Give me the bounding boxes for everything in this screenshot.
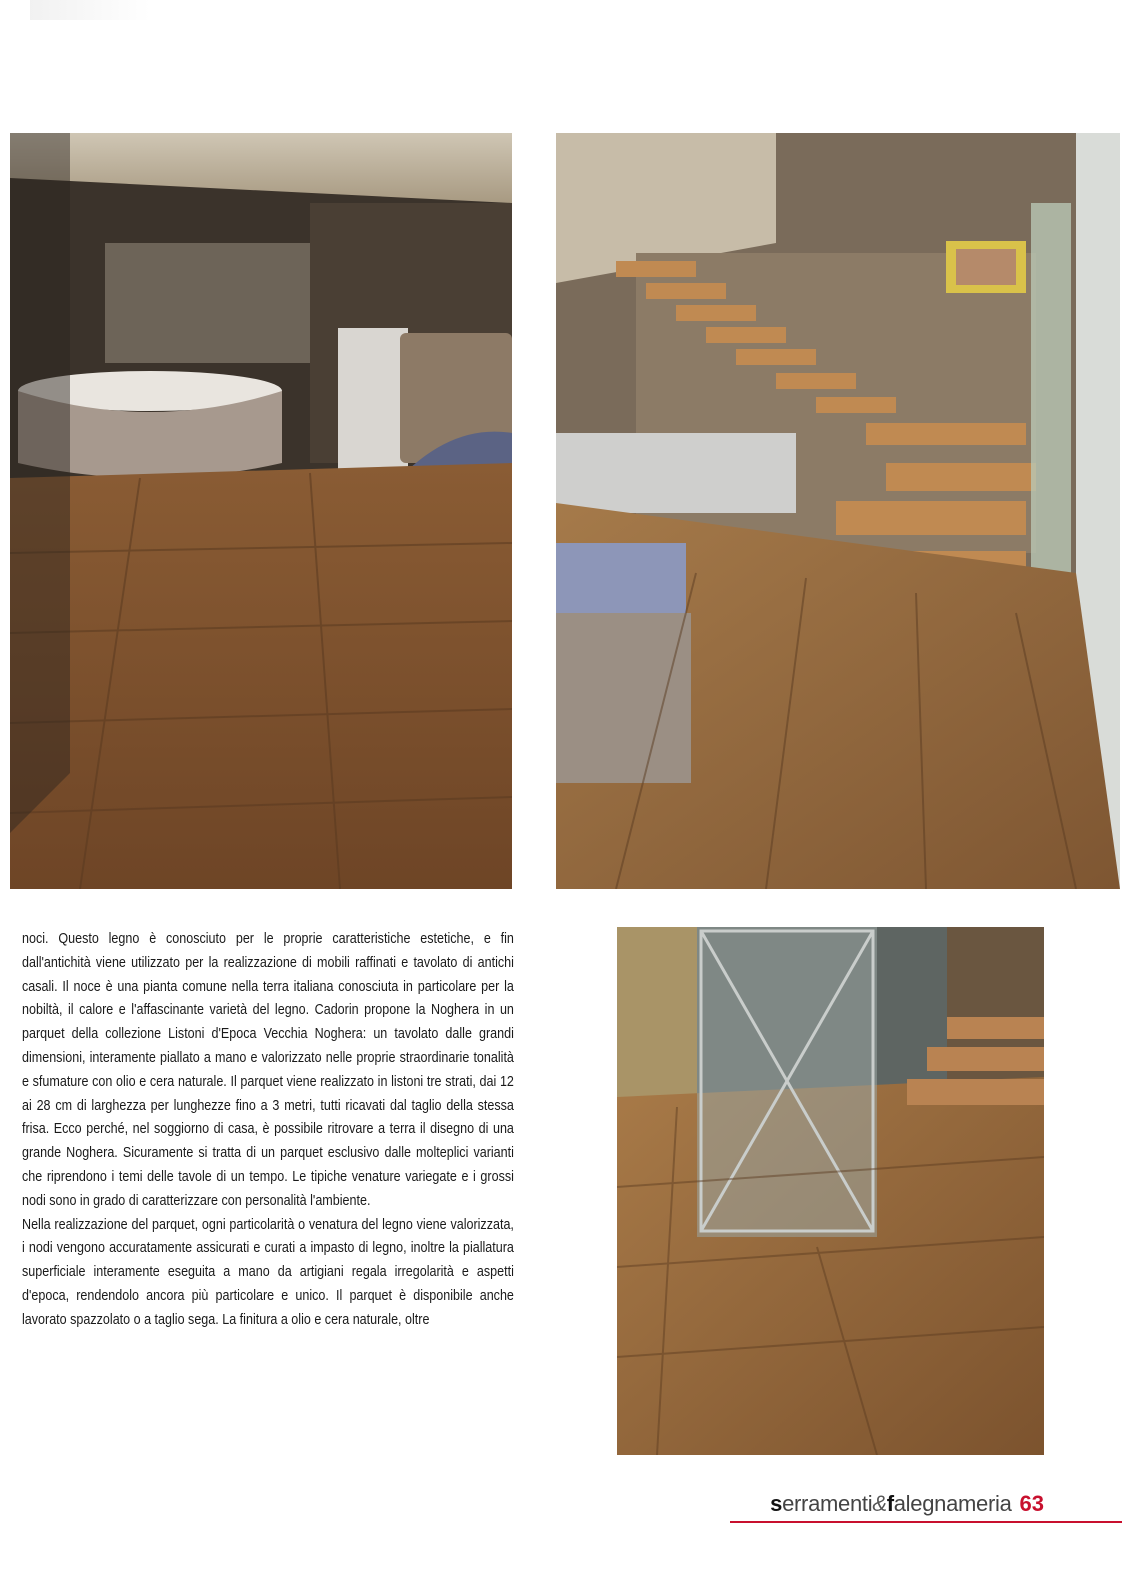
photo-glass-elevator [617, 927, 1044, 1455]
article-paragraph-1: noci. Questo legno è conosciuto per le proprie caratteristiche estetiche, e fin dall'antichità viene utilizzato per la realizzazione di mobili raffinati e tavolato di antichi casali. Il noce è una pianta comune nella terra italiana conosciuta in particolare per la nobiltà, il calore e l'affascinante varietà del legno. Cadorin propone la Noghera in un parquet della collezione Listoni d'Epoca Vecchia Noghera: un tavolato dalle grandi dimensioni, interamente piallato a mano e valorizzato nelle proprie straordinarie tonalità e sfumature con olio e cera naturale. Il parquet viene realizzato in listoni tre strati, dai 12 ai 28 cm di larghezza per lunghezze fino a 3 metri, tutti ricavati dal taglio della stessa frisa. Ecco perché, nel soggiorno di casa, è possibile ritrovare a terra il disegno di una grande Noghera. Sicuramente si tratta di un parquet esclusivo dalle molteplici varianti che riprendono i temi delle tavole di un tempo. Le tipiche venature variegate e i grossi nodi sono in grado di caratterizzare con personalità l'ambiente. [22, 931, 514, 1209]
page-footer [770, 1491, 1044, 1525]
magazine-title-part1: erramenti [782, 1491, 873, 1516]
magazine-title [770, 1491, 1011, 1517]
photo-floating-staircase [556, 133, 1120, 889]
magazine-title-initial-f: f [886, 1491, 894, 1516]
scan-artifact [30, 0, 150, 20]
magazine-title-initial-s: s [770, 1491, 783, 1516]
article-paragraph-2: Nella realizzazione del parquet, ogni particolarità o venatura del legno viene valorizzata, i nodi vengono accuratamente assicurati e curati a impasto di legno, inoltre la piallatura superficiale interamente eseguita a mano da artigiani regala irregolarità e aspetti d'epoca, rendendolo ancora più particolare e unico. Il parquet è disponibile anche lavorato spazzolato o a taglio sega. La finitura a olio e cera naturale, oltre [22, 1216, 514, 1328]
footer-rule [730, 1521, 1122, 1523]
magazine-title-part2: alegnameria [893, 1491, 1012, 1516]
page-number: 63 [1019, 1491, 1044, 1516]
article-body [22, 928, 514, 1333]
photo-bedroom-bathtub [10, 133, 512, 889]
magazine-title-ampersand: & [872, 1491, 887, 1516]
